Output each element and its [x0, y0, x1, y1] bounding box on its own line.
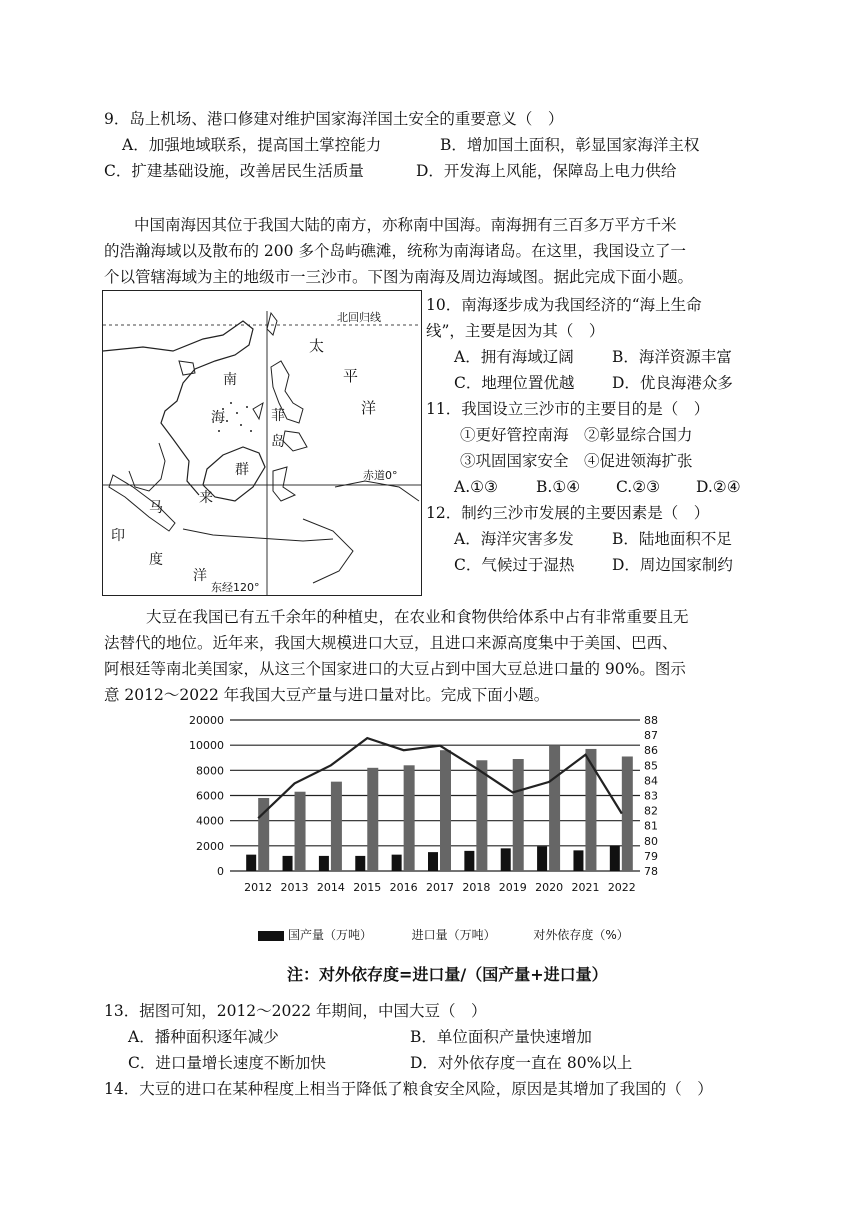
- bar-domestic: [464, 851, 474, 871]
- q11-option-d: D.②④: [696, 478, 741, 496]
- soybean-chart-svg: [180, 708, 680, 940]
- y-left-tick-label: 8000: [196, 764, 224, 778]
- equator-label: 赤道0°: [363, 469, 398, 482]
- bar-import: [440, 750, 451, 871]
- q13-option-b: B．单位面积产量快速增加: [410, 1028, 592, 1046]
- passage1-line1: 中国南海因其位于我国大陆的南方，亦称南中国海。南海拥有三百多万平方千米: [134, 216, 677, 234]
- q9-option-b: B．增加国土面积，彰显国家海洋主权: [440, 136, 700, 154]
- meridian-label: 东经120°: [211, 581, 260, 594]
- passage2-line1: 大豆在我国已有五千余年的种植史，在农业和食物供给体系中占有非常重要且无: [146, 608, 689, 626]
- passage2-line2: 法替代的地位。近年来，我国大规模进口大豆，且进口来源高度集中于美国、巴西、: [104, 634, 678, 652]
- y-left-tick-label: 20000: [189, 714, 224, 727]
- q10-option-d: D．优良海港众多: [612, 374, 733, 392]
- legend-import-label: 进口量（万吨）: [411, 928, 496, 942]
- bar-domestic: [428, 852, 438, 871]
- x-tick-label: 2018: [462, 881, 491, 894]
- y-right-tick-label: 86: [644, 744, 658, 758]
- q10-stem-2: 线”，主要是因为其（ ）: [426, 322, 605, 340]
- map-label-indian-3: 洋: [193, 568, 207, 584]
- q12-option-b: B．陆地面积不足: [612, 530, 732, 548]
- q12-option-d: D．周边国家制约: [612, 556, 733, 574]
- q10-option-c: C．地理位置优越: [454, 374, 575, 392]
- soybean-chart: [180, 708, 680, 940]
- q11-option-b: B.①④: [536, 478, 581, 496]
- map-label-pacific-2: 平: [343, 367, 359, 385]
- x-tick-label: 2020: [535, 881, 564, 894]
- x-tick-label: 2014: [316, 881, 345, 894]
- q12-stem: 12．制约三沙市发展的主要因素是（ ）: [426, 504, 710, 522]
- bar-import: [295, 792, 306, 871]
- q13-option-d: D．对外依存度一直在 80%以上: [410, 1054, 633, 1072]
- y-right-tick-label: 85: [644, 759, 658, 773]
- y-right-tick-label: 87: [644, 729, 658, 743]
- y-left-tick-label: 2000: [196, 839, 224, 853]
- q10-option-a: A．拥有海域辽阔: [454, 348, 574, 366]
- x-tick-label: 2016: [389, 881, 418, 894]
- q11-statements-34: ③巩固国家安全 ④促进领海扩张: [460, 452, 693, 470]
- bar-import: [622, 756, 633, 871]
- map-label-pacific-1: 太: [309, 337, 325, 355]
- bar-domestic: [319, 856, 329, 871]
- bar-domestic: [537, 846, 547, 871]
- bar-import: [404, 765, 415, 871]
- chart-legend: [258, 926, 629, 943]
- q11-stem: 11．我国设立三沙市的主要目的是（ ）: [426, 400, 710, 418]
- y-right-tick-label: 78: [644, 865, 658, 878]
- passage2-line3: 阿根廷等南北美国家，从这三个国家进口的大豆占到中国大豆总进口量的 90%。图示: [104, 660, 686, 678]
- bar-domestic: [392, 855, 402, 871]
- bar-import: [585, 749, 596, 871]
- x-tick-label: 2012: [244, 881, 273, 894]
- q12-option-a: A．海洋灾害多发: [454, 530, 574, 548]
- q13-option-a: A．播种面积逐年减少: [128, 1028, 279, 1046]
- map-label-indian-1: 印: [111, 528, 125, 544]
- map-label-malay-2: 来: [199, 490, 213, 506]
- y-left-tick-label: 10000: [189, 739, 224, 753]
- map-label-phil-1: 菲: [271, 408, 285, 424]
- y-right-tick-label: 88: [644, 714, 658, 727]
- map-label-malay-1: 马: [149, 500, 163, 516]
- bar-domestic: [246, 855, 256, 871]
- bar-import: [331, 782, 342, 871]
- bar-import: [549, 745, 560, 871]
- q9-option-d: D．开发海上风能，保障岛上电力供给: [416, 162, 677, 180]
- q11-option-a: A.①③: [454, 478, 498, 496]
- bar-import: [476, 760, 487, 871]
- q12-option-c: C．气候过于湿热: [454, 556, 575, 574]
- q9-option-c: C．扩建基础设施，改善居民生活质量: [104, 162, 364, 180]
- bar-domestic: [501, 848, 511, 871]
- passage1-line3: 个以管辖海域为主的地级市一三沙市。下图为南海及周边海域图。据此完成下面小题。: [104, 268, 694, 286]
- q14-stem: 14．大豆的进口在某种程度上相当于降低了粮食安全风险，原因是其增加了我国的（ ）: [104, 1080, 713, 1098]
- x-tick-label: 2021: [571, 881, 600, 894]
- q9-option-a: A．加强地域联系，提高国土掌控能力: [122, 136, 382, 154]
- y-right-tick-label: 80: [644, 834, 658, 848]
- q10-option-b: B．海洋资源丰富: [612, 348, 732, 366]
- map-label-phil-2: 岛: [271, 434, 285, 450]
- map-label-pacific-3: 洋: [361, 399, 377, 417]
- y-right-tick-label: 83: [644, 789, 658, 803]
- x-tick-label: 2013: [280, 881, 309, 894]
- q13-option-c: C．进口量增长速度不断加快: [128, 1054, 326, 1072]
- legend-dependence-label: 对外依存度（%）: [533, 928, 629, 942]
- x-tick-label: 2022: [607, 881, 636, 894]
- y-left-tick-label: 6000: [196, 789, 224, 803]
- x-tick-label: 2017: [426, 881, 454, 894]
- bar-domestic: [573, 850, 583, 871]
- legend-domestic-label: 国产量（万吨）: [288, 928, 373, 942]
- y-right-tick-label: 81: [644, 819, 658, 833]
- x-tick-label: 2015: [353, 881, 382, 894]
- q11-statements-12: ①更好管控南海 ②彰显综合国力: [460, 426, 693, 444]
- bar-domestic: [610, 845, 620, 871]
- map-label-group: 群: [235, 462, 249, 478]
- tropic-label: 北回归线: [337, 311, 381, 324]
- chart-note: 注：对外依存度=进口量/（国产量+进口量）: [287, 965, 608, 984]
- bar-domestic: [283, 856, 293, 871]
- y-right-tick-label: 82: [644, 804, 658, 818]
- bar-domestic: [355, 856, 365, 871]
- bar-import: [367, 768, 378, 871]
- map-label-indian-2: 度: [149, 552, 163, 568]
- passage2-line4: 意 2012～2022 年我国大豆产量与进口量对比。完成下面小题。: [104, 686, 550, 704]
- map-label-south-2: 海: [211, 410, 225, 426]
- bar-import: [513, 759, 524, 871]
- south-china-sea-map: [102, 290, 422, 596]
- passage1-line2: 的浩瀚海域以及散布的 200 多个岛屿礁滩，统称为南海诸岛。在这里，我国设立了一: [104, 242, 686, 260]
- y-right-tick-label: 84: [644, 774, 658, 788]
- legend-domestic-swatch: [258, 931, 284, 941]
- y-right-tick-label: 79: [644, 849, 658, 863]
- map-label-south-1: 南: [223, 372, 237, 388]
- x-tick-label: 2019: [498, 881, 527, 894]
- y-left-tick-label: 4000: [196, 814, 224, 828]
- q13-stem: 13．据图可知，2012～2022 年期间，中国大豆（ ）: [104, 1002, 487, 1020]
- q9-stem: 9．岛上机场、港口修建对维护国家海洋国土安全的重要意义（ ）: [104, 110, 564, 128]
- q10-stem-1: 10．南海逐步成为我国经济的“海上生命: [426, 296, 702, 314]
- q11-option-c: C.②③: [616, 478, 661, 496]
- y-left-tick-label: 0: [217, 865, 224, 878]
